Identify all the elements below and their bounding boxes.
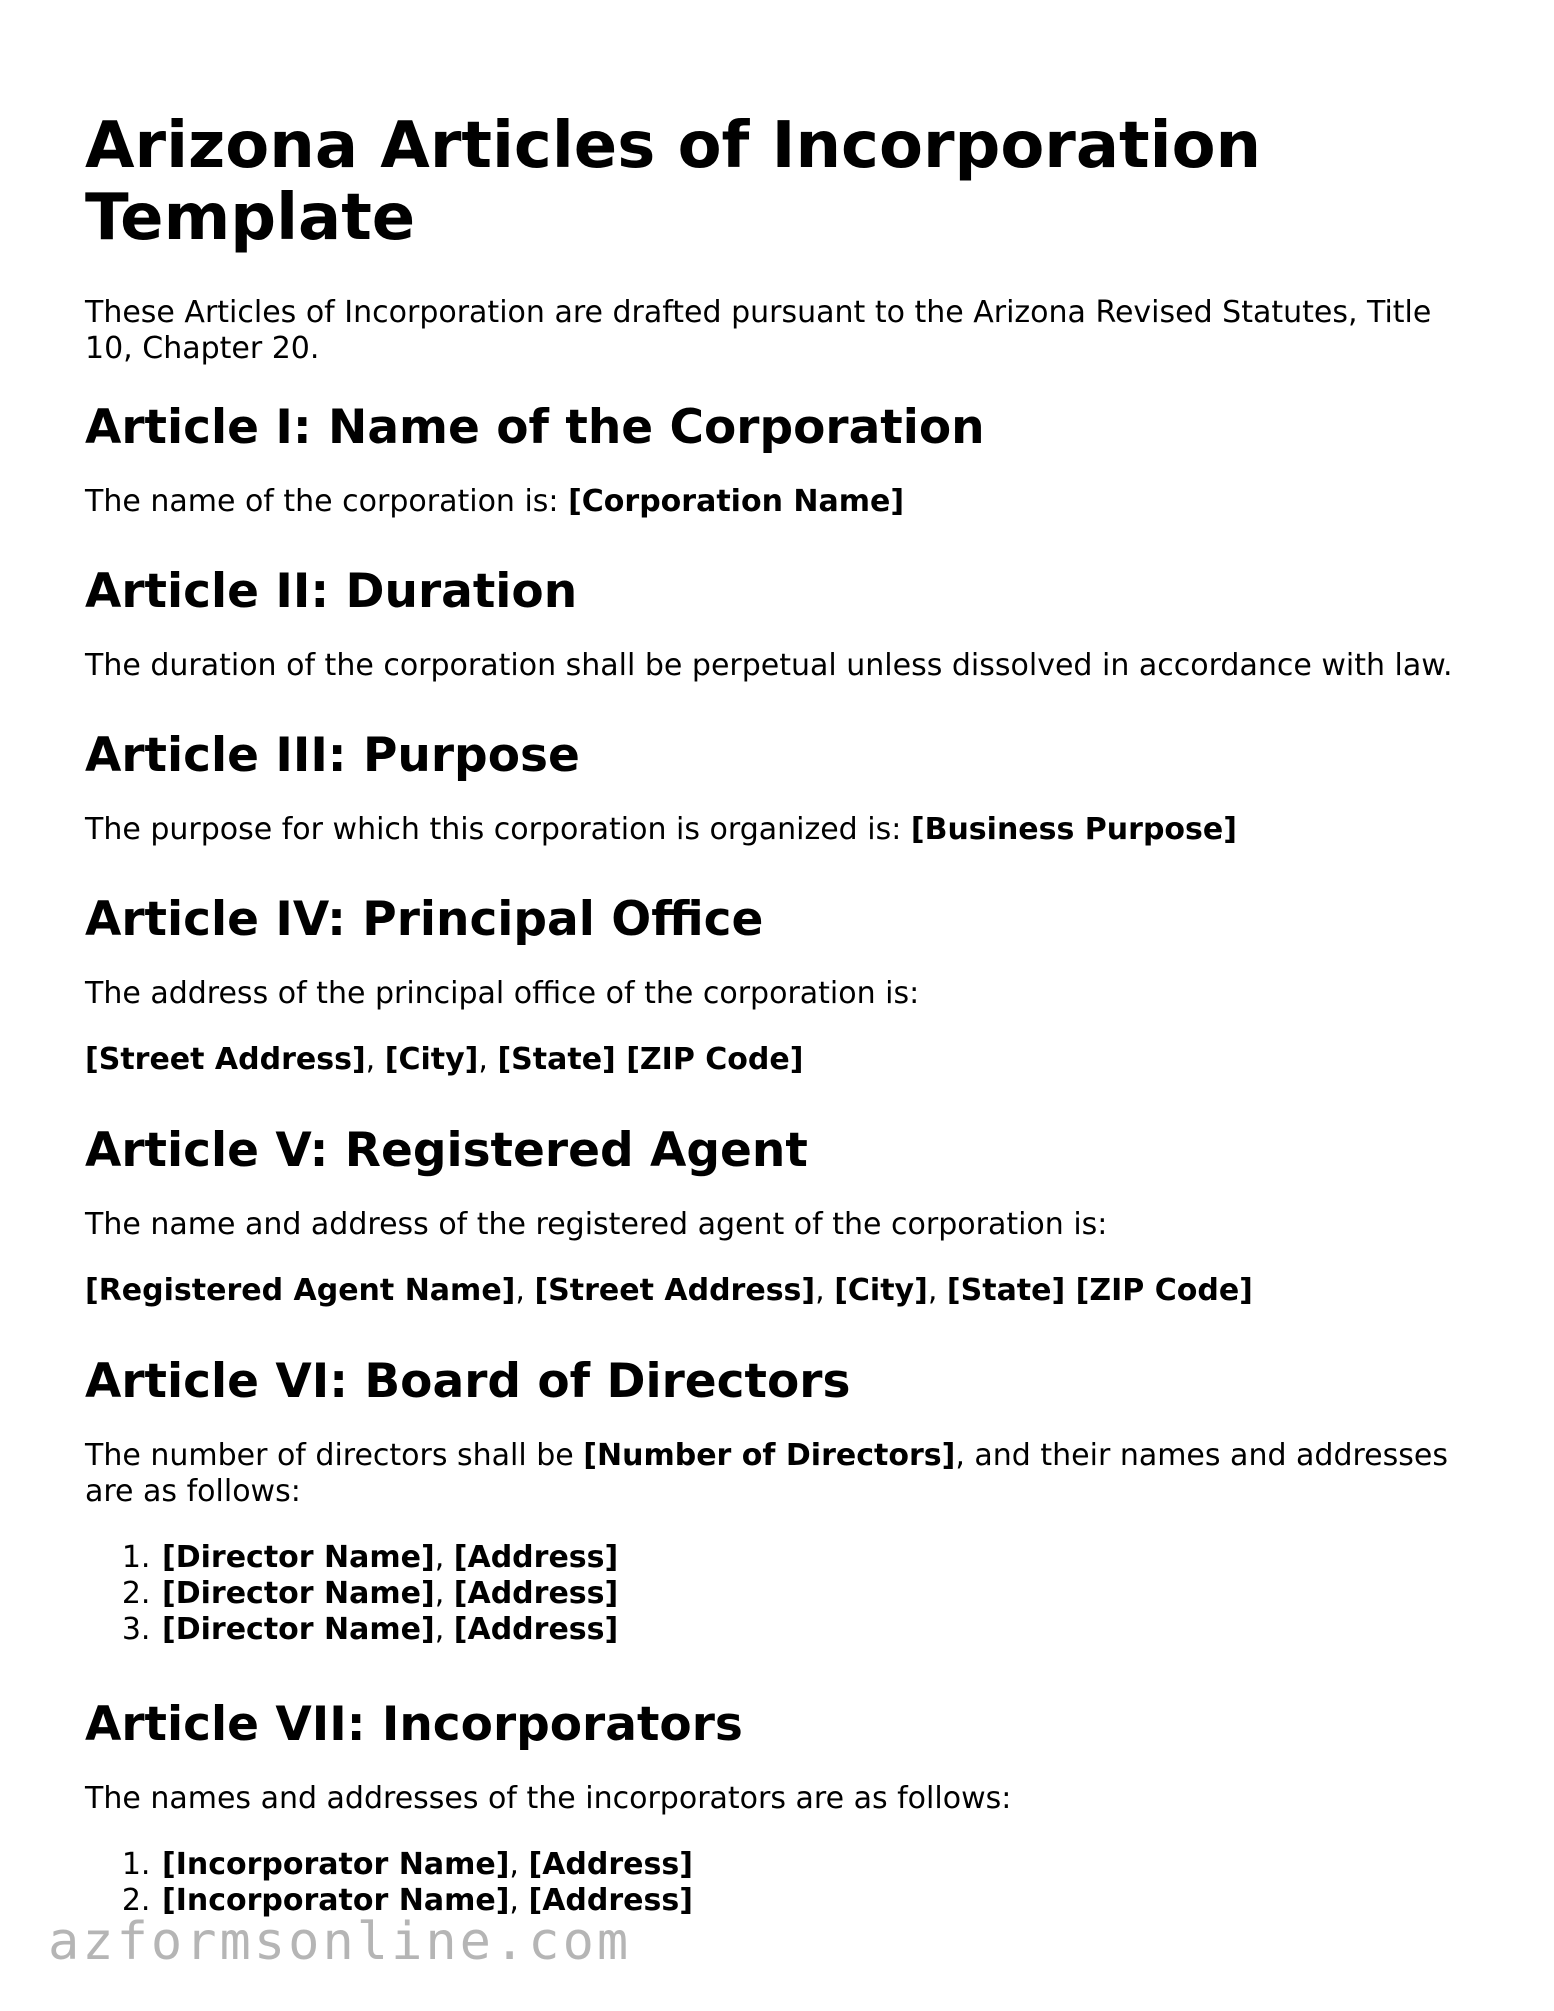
incorporator-name-field: [Incorporator Name]: [162, 1847, 510, 1882]
article-2-heading: Article II: Duration: [85, 564, 578, 619]
article-7-section: [85, 1697, 1505, 1919]
article-5-section: [85, 1123, 1505, 1309]
article-3-section: [85, 728, 1505, 848]
article-6-section: [85, 1354, 1505, 1648]
director-name-field: [Director Name]: [162, 1612, 435, 1647]
article-2-text: The duration of the corporation shall be perpetual unless dissolved in accordance with law.: [85, 648, 1453, 683]
director-name-field: [Director Name]: [162, 1576, 435, 1611]
watermark: azformsonline.com: [48, 1912, 632, 1972]
article-6-text-after: , and their names and addresses are as follows:: [85, 1438, 1448, 1509]
article-5-text: The name and address of the registered agent of the corporation is:: [85, 1207, 1108, 1242]
article-3-label: The purpose for which this corporation is organized is:: [85, 812, 911, 847]
article-4-heading: Article IV: Principal Office: [85, 892, 764, 947]
list-item: 2. [Incorporator Name], [Address]: [160, 1883, 1505, 1919]
article-1-section: [85, 400, 1505, 520]
article-6-heading: Article VI: Board of Directors: [85, 1354, 851, 1409]
article-2-section: [85, 564, 1505, 684]
director-address-field: [Address]: [453, 1612, 619, 1647]
directors-list: [85, 1540, 1505, 1648]
list-item: 3. [Director Name], [Address]: [160, 1612, 1505, 1648]
article-1-heading: Article I: Name of the Corporation: [85, 400, 985, 455]
incorporators-list: [85, 1847, 1505, 1919]
director-address-field: [Address]: [453, 1576, 619, 1611]
article-5-heading: Article V: Registered Agent: [85, 1123, 808, 1178]
principal-zip-field: [ZIP Code]: [626, 1042, 804, 1077]
list-item: 2. [Director Name], [Address]: [160, 1576, 1505, 1612]
article-3-text: [85, 812, 1505, 848]
agent-name-field: [Registered Agent Name]: [85, 1273, 516, 1308]
director-address-field: [Address]: [453, 1540, 619, 1575]
principal-state-field: [State]: [497, 1042, 616, 1077]
business-purpose-field: [Business Purpose]: [910, 812, 1237, 847]
incorporator-address-field: [Address]: [528, 1847, 693, 1882]
article-6-text-before: The number of directors shall be: [85, 1438, 584, 1473]
principal-street-field: [Street Address]: [85, 1042, 366, 1077]
registered-agent-address: [Registered Agent Name], [Street Address], [City], [State] [ZIP Code]: [85, 1273, 1253, 1308]
list-item: 1. [Director Name], [Address]: [160, 1540, 1505, 1576]
agent-street-field: [Street Address]: [534, 1273, 816, 1308]
agent-zip-field: [ZIP Code]: [1075, 1273, 1253, 1308]
corporation-name-field: [Corporation Name]: [568, 484, 905, 519]
article-7-text: The names and addresses of the incorporators are as follows:: [85, 1781, 1012, 1816]
article-7-heading: Article VII: Incorporators: [85, 1697, 743, 1752]
intro-paragraph: These Articles of Incorporation are drafted pursuant to the Arizona Revised Statutes, Title 10, Chapter 20.: [85, 295, 1432, 366]
article-1-label: The name of the corporation is:: [85, 484, 569, 519]
principal-city-field: [City]: [384, 1042, 479, 1077]
incorporator-name-field: [Incorporator Name]: [162, 1883, 510, 1918]
article-4-section: [85, 892, 1505, 1078]
article-3-heading: Article III: Purpose: [85, 728, 580, 783]
agent-state-field: [State]: [946, 1273, 1066, 1308]
list-item: 1. [Incorporator Name], [Address]: [160, 1847, 1505, 1883]
director-name-field: [Director Name]: [162, 1540, 435, 1575]
agent-city-field: [City]: [834, 1273, 928, 1308]
article-1-text: [85, 484, 1505, 520]
number-of-directors-field: [Number of Directors]: [583, 1438, 956, 1473]
principal-office-address: [Street Address], [City], [State] [ZIP Code]: [85, 1042, 804, 1077]
article-4-text: The address of the principal office of the corporation is:: [85, 976, 920, 1011]
document-title: Arizona Articles of Incorporation Template: [85, 109, 1262, 255]
incorporator-address-field: [Address]: [528, 1883, 693, 1918]
article-6-text: [85, 1438, 1505, 1510]
